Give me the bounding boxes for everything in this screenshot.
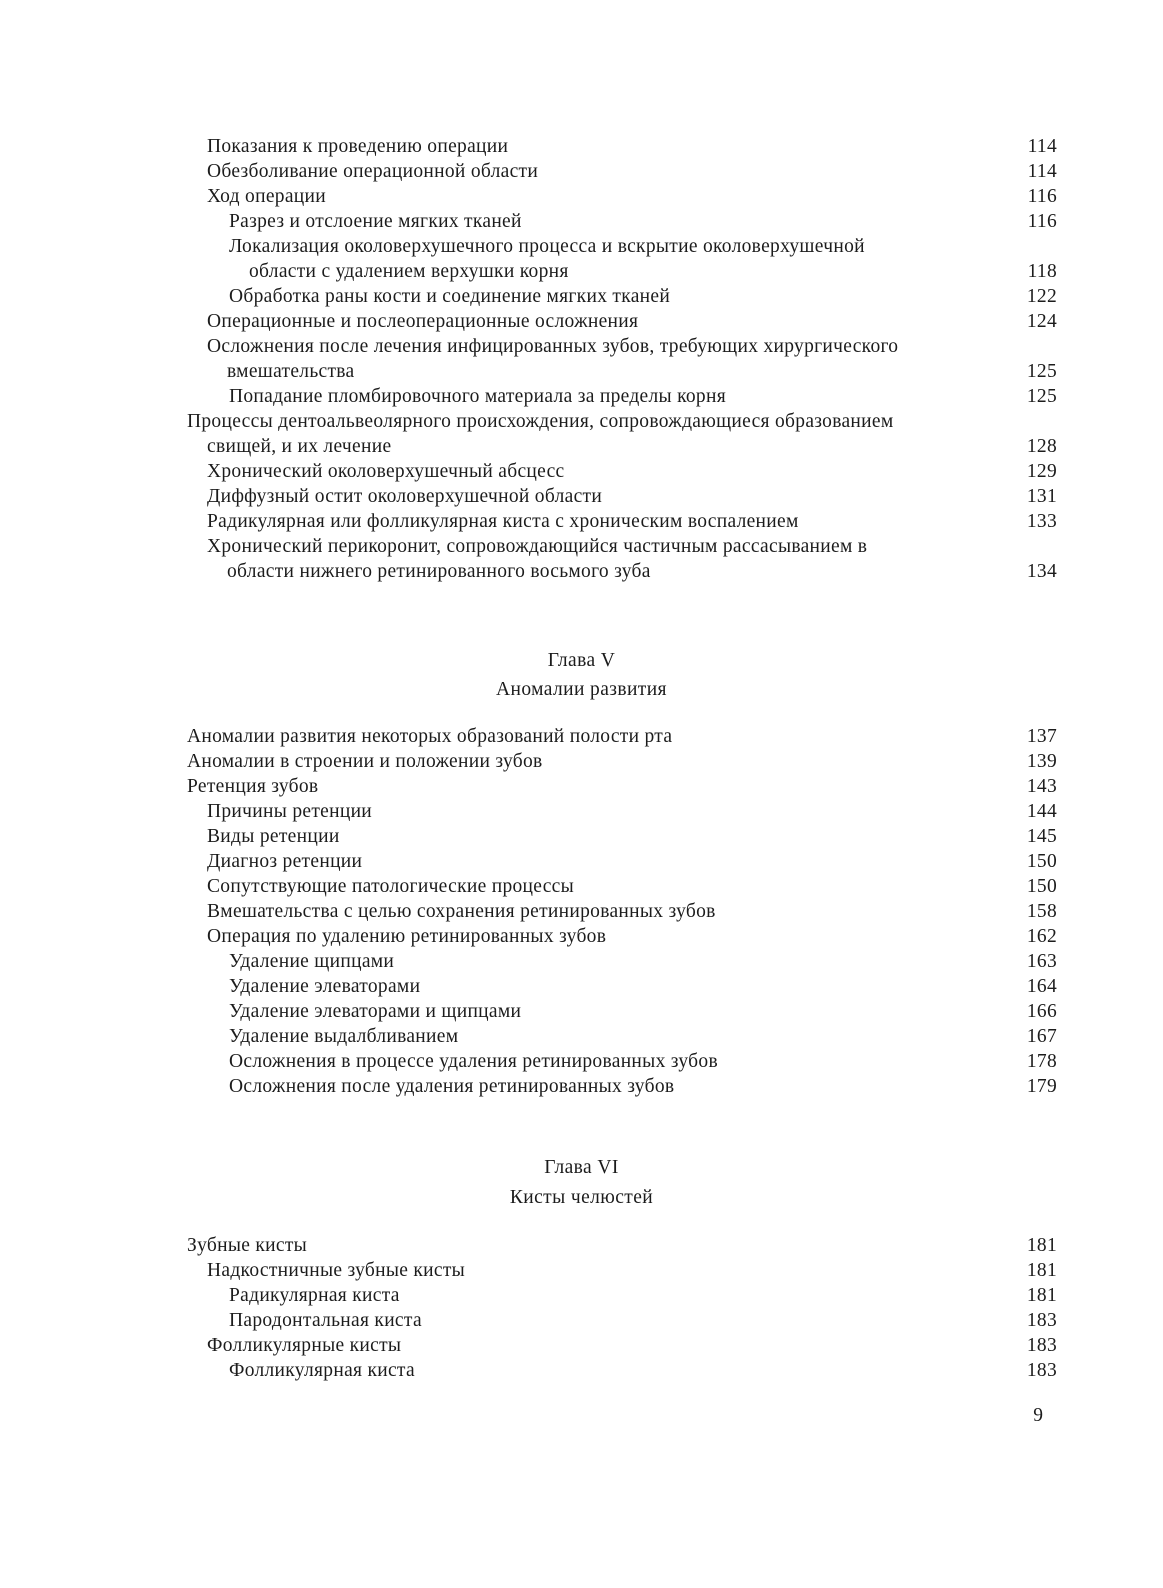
toc-section-3	[187, 1233, 1057, 1383]
toc-entry-page: 181	[1026, 1260, 1057, 1281]
toc-entry-page: 131	[1026, 486, 1057, 507]
toc-entry-title-continuation: вмешательства	[227, 361, 355, 382]
toc-entry	[187, 1049, 1057, 1074]
toc-entry-title: Операционные и послеоперационные осложнения	[207, 311, 639, 332]
toc-entry-page: 122	[1026, 286, 1057, 307]
toc-entry-title: Сопутствующие патологические процессы	[207, 876, 575, 897]
toc-entry-page: 178	[1026, 1051, 1057, 1072]
toc-entry	[187, 459, 1057, 484]
toc-entry-title: Надкостничные зубные кисты	[207, 1260, 466, 1281]
toc-entry-title: Вмешательства с целью сохранения ретинированных зубов	[207, 901, 716, 922]
toc-entry	[187, 824, 1057, 849]
toc-entry-page: 150	[1026, 851, 1057, 872]
toc-entry	[187, 234, 1057, 284]
toc-entry	[187, 1308, 1057, 1333]
toc-entry-title-continuation: области с удалением верхушки корня	[249, 261, 569, 282]
toc-entry-page: 181	[1026, 1235, 1057, 1256]
toc-entry	[187, 1074, 1057, 1099]
toc-entry	[187, 484, 1057, 509]
toc-entry-page: 133	[1026, 511, 1057, 532]
toc-entry-title: Осложнения после удаления ретинированных зубов	[229, 1076, 675, 1097]
toc-entry-title: Зубные кисты	[187, 1235, 308, 1256]
toc-entry-title: Удаление элеваторами и щипцами	[229, 1001, 522, 1022]
toc-entry-page: 145	[1026, 826, 1057, 847]
toc-entry-page: 124	[1026, 311, 1057, 332]
chapter-5-title: Аномалии развития	[496, 679, 667, 700]
toc-entry	[187, 184, 1057, 209]
toc-entry-page: 179	[1026, 1076, 1057, 1097]
toc-entry	[187, 749, 1057, 774]
toc-entry	[187, 899, 1057, 924]
toc-entry	[187, 1333, 1057, 1358]
toc-entry-title: Хронический перикоронит, сопровождающийся частичным рассасыванием в	[207, 536, 868, 557]
toc-entry-title: Показания к проведению операции	[207, 136, 509, 157]
toc-entry	[187, 1283, 1057, 1308]
toc-entry-page: 163	[1026, 951, 1057, 972]
toc-entry	[187, 1024, 1057, 1049]
toc-entry	[187, 1258, 1057, 1283]
toc-entry-page: 183	[1026, 1335, 1057, 1356]
toc-entry-page: 116	[1027, 186, 1057, 207]
toc-entry-page: 183	[1026, 1360, 1057, 1381]
toc-entry	[187, 999, 1057, 1024]
toc-entry-page: 183	[1026, 1310, 1057, 1331]
toc-entry-title: Осложнения в процессе удаления ретинированных зубов	[229, 1051, 718, 1072]
toc-entry	[187, 409, 1057, 459]
toc-entry-title: Ход операции	[207, 186, 326, 207]
toc-entry	[187, 949, 1057, 974]
toc-entry-page: 167	[1026, 1026, 1057, 1047]
toc-entry	[187, 974, 1057, 999]
toc-entry-title: Радикулярная или фолликулярная киста с хроническим воспалением	[207, 511, 799, 532]
toc-entry	[187, 924, 1057, 949]
toc-section-1	[187, 134, 1057, 584]
toc-entry-page: 116	[1027, 211, 1057, 232]
toc-entry	[187, 1233, 1057, 1258]
toc-entry-title: Радикулярная киста	[229, 1285, 400, 1306]
toc-entry-title-continuation: области нижнего ретинированного восьмого зуба	[227, 561, 651, 582]
toc-entry-title: Удаление элеваторами	[229, 976, 421, 997]
toc-entry-page: 137	[1026, 726, 1057, 747]
toc-entry-title: Виды ретенции	[207, 826, 340, 847]
toc-entry	[187, 774, 1057, 799]
toc-entry-title: Фолликулярные кисты	[207, 1335, 402, 1356]
toc-entry	[187, 134, 1057, 159]
toc-entry-page: 125	[1026, 386, 1057, 407]
toc-entry	[187, 309, 1057, 334]
toc-entry-title: Фолликулярная киста	[229, 1360, 415, 1381]
toc-entry-title: Причины ретенции	[207, 801, 373, 822]
toc-entry	[187, 284, 1057, 309]
toc-entry-title: Обезболивание операционной области	[207, 161, 539, 182]
toc-entry	[187, 509, 1057, 534]
toc-entry-page: 164	[1026, 976, 1057, 997]
toc-entry	[187, 874, 1057, 899]
toc-entry	[187, 724, 1057, 749]
toc-entry-page: 158	[1026, 901, 1057, 922]
toc-entry-title: Диффузный остит околоверхушечной области	[207, 486, 603, 507]
page-number: 9	[1033, 1405, 1043, 1426]
toc-entry-page: 162	[1026, 926, 1057, 947]
toc-entry-title: Хронический околоверхушечный абсцесс	[207, 461, 565, 482]
toc-entry-page: 125	[1026, 361, 1057, 382]
toc-entry-title: Пародонтальная киста	[229, 1310, 422, 1331]
toc-entry	[187, 384, 1057, 409]
chapter-5-label: Глава V	[547, 650, 616, 671]
toc-entry-page: 128	[1026, 436, 1057, 457]
toc-section-2	[187, 724, 1057, 1099]
toc-entry-title-continuation: свищей, и их лечение	[207, 436, 392, 457]
toc-entry-title: Диагноз ретенции	[207, 851, 363, 872]
chapter-6-title: Кисты челюстей	[509, 1187, 654, 1208]
toc-entry-title: Локализация околоверхушечного процесса и вскрытие околоверхушечной	[229, 236, 865, 257]
toc-entry-page: 139	[1026, 751, 1057, 772]
toc-entry	[187, 799, 1057, 824]
toc-entry-page: 181	[1026, 1285, 1057, 1306]
toc-entry-page: 114	[1027, 136, 1057, 157]
toc-entry-title: Ретенция зубов	[187, 776, 319, 797]
toc-entry	[187, 209, 1057, 234]
toc-entry-title: Обработка раны кости и соединение мягких тканей	[229, 286, 671, 307]
toc-entry-page: 129	[1026, 461, 1057, 482]
toc-entry-title: Процессы дентоальвеолярного происхождения, сопровождающиеся образованием	[187, 411, 894, 432]
toc-entry-title: Аномалии в строении и положении зубов	[187, 751, 543, 772]
toc-entry-page: 134	[1026, 561, 1057, 582]
toc-entry-title: Удаление щипцами	[229, 951, 395, 972]
toc-entry-page: 114	[1027, 161, 1057, 182]
toc-entry	[187, 849, 1057, 874]
toc-entry-title: Удаление выдалбливанием	[229, 1026, 459, 1047]
toc-entry	[187, 334, 1057, 384]
toc-entry	[187, 1358, 1057, 1383]
toc-entry-page: 150	[1026, 876, 1057, 897]
toc-entry-title: Попадание пломбировочного материала за пределы корня	[229, 386, 726, 407]
chapter-6-label: Глава VI	[544, 1157, 619, 1178]
toc-entry-page: 144	[1026, 801, 1057, 822]
toc-entry-page: 143	[1026, 776, 1057, 797]
toc-entry-title: Аномалии развития некоторых образований полости рта	[187, 726, 673, 747]
toc-entry	[187, 159, 1057, 184]
toc-entry-title: Осложнения после лечения инфицированных зубов, требующих хирургического	[207, 336, 899, 357]
toc-entry-title: Разрез и отслоение мягких тканей	[229, 211, 522, 232]
toc-entry-page: 166	[1026, 1001, 1057, 1022]
toc-entry	[187, 534, 1057, 584]
toc-entry-page: 118	[1027, 261, 1057, 282]
toc-entry-title: Операция по удалению ретинированных зубов	[207, 926, 607, 947]
